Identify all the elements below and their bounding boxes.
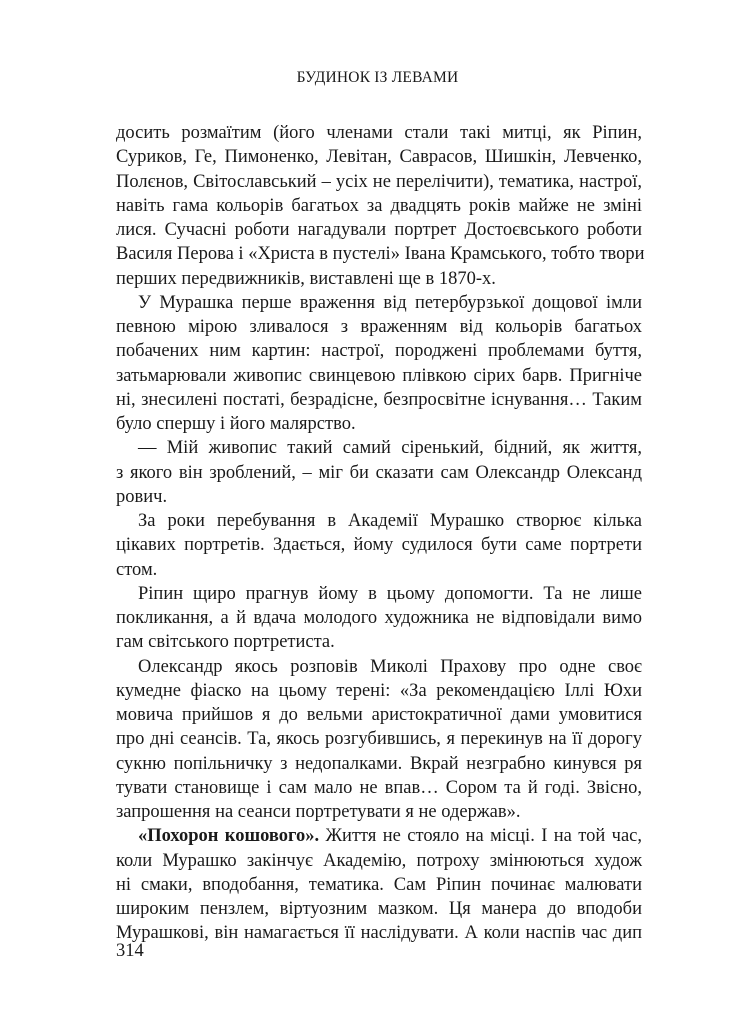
- text-line: з якого він зроблений, – міг би сказати сам Олександр Олександ: [116, 462, 642, 483]
- text-line: сукню попільничку з недопалками. Вкрай незграбно кинувся ря: [116, 753, 642, 774]
- text-line: ні, знесилені постаті, безрадісне, безпросвітне існування… Таким: [116, 389, 642, 410]
- text-line: [116, 824, 642, 848]
- text-line: тувати становище і сам мало не впав… Сором та й годі. Звісно,: [116, 777, 642, 798]
- text-line: — Мій живопис такий самий сіренький, бідний, як життя,: [138, 438, 642, 459]
- text-line: Рiпин щиро прагнув йому в цьому допомогти. Та не лише: [138, 583, 642, 604]
- text-line: рович.: [116, 486, 168, 507]
- text-line: коли Мурашко закінчує Академію, потроху змінюються худож: [116, 850, 642, 871]
- text-line: побачених ним картин: настрої, породжені проблемами буття,: [116, 341, 642, 362]
- text-line: Василя Перова і «Христа в пустелі» Івана Крамського, тобто твори: [116, 244, 645, 265]
- text-line: цікавих портретів. Здається, йому судилося бути саме портрети: [116, 535, 642, 556]
- text-line: ні смаки, вподобання, тематика. Сам Рiпин починає малювати: [116, 874, 642, 895]
- text-line: запрошення на сеанси портретувати я не одержав».: [116, 802, 521, 822]
- text-line: Мурашкові, він намагається її наслідувати. А коли наспів час дип: [116, 923, 642, 944]
- text-line: Полєнов, Світославський – усіх не перелічити), тематика, настрої,: [116, 171, 642, 192]
- text-line: У Мурашка перше враження від петербурзької дощової імли: [138, 292, 642, 313]
- text-line: кумедне фіаско на цьому терені: «За рекомендацією Іллі Юхи: [116, 680, 642, 701]
- text-line: навіть гама кольорів багатьох за двадцять років майже не зміні: [116, 195, 642, 216]
- text-line: було спершу і його малярство.: [116, 414, 356, 434]
- running-head: БУДИНОК ІЗ ЛЕВАМИ: [296, 69, 459, 86]
- text-line: певною мірою зливалося з враженням від кольорів багатьох: [116, 317, 642, 337]
- text-line: покликання, а й вдача молодого художника не відповідали вимо: [116, 608, 642, 628]
- text-line: затьмарювали живопис свинцевою плівкою сірих барв. Пригнiче: [116, 365, 642, 386]
- text-line: лися. Сучасні роботи нагадували портрет Достоєвського роботи: [116, 220, 642, 240]
- text-line: За роки перебування в Академії Мурашко створює кілька: [138, 511, 642, 531]
- section-heading: «Похорон кошового».: [138, 826, 320, 847]
- text-line: перших передвижників, виставлені ще в 1870-х.: [116, 268, 496, 289]
- text-line: стом.: [116, 559, 158, 580]
- text-line: Олександр якось розповів Миколі Прахову про одне своє: [138, 656, 642, 677]
- text-line: широким пензлем, віртуозним мазком. Ця манера до вподоби: [116, 899, 642, 919]
- text-line: мовича прийшов я до вельми аристократичної дами умовитися: [116, 705, 642, 725]
- text-line: гам світського портретиста.: [116, 632, 335, 653]
- body-text: [116, 121, 645, 946]
- text-line-rest: Життя не стояло на місці. І на той час,: [325, 826, 642, 847]
- text-line: про дні сеансів. Та, якось розгубившись, я перекинув на її дорогу: [116, 729, 642, 750]
- page-number: 314: [116, 941, 144, 961]
- text-line: досить розмаїтим (його членами стали такі митці, як Рiпин,: [116, 123, 642, 143]
- text-line: Суриков, Ге, Пимоненко, Левітан, Саврасов, Шишкін, Левченко,: [116, 147, 642, 168]
